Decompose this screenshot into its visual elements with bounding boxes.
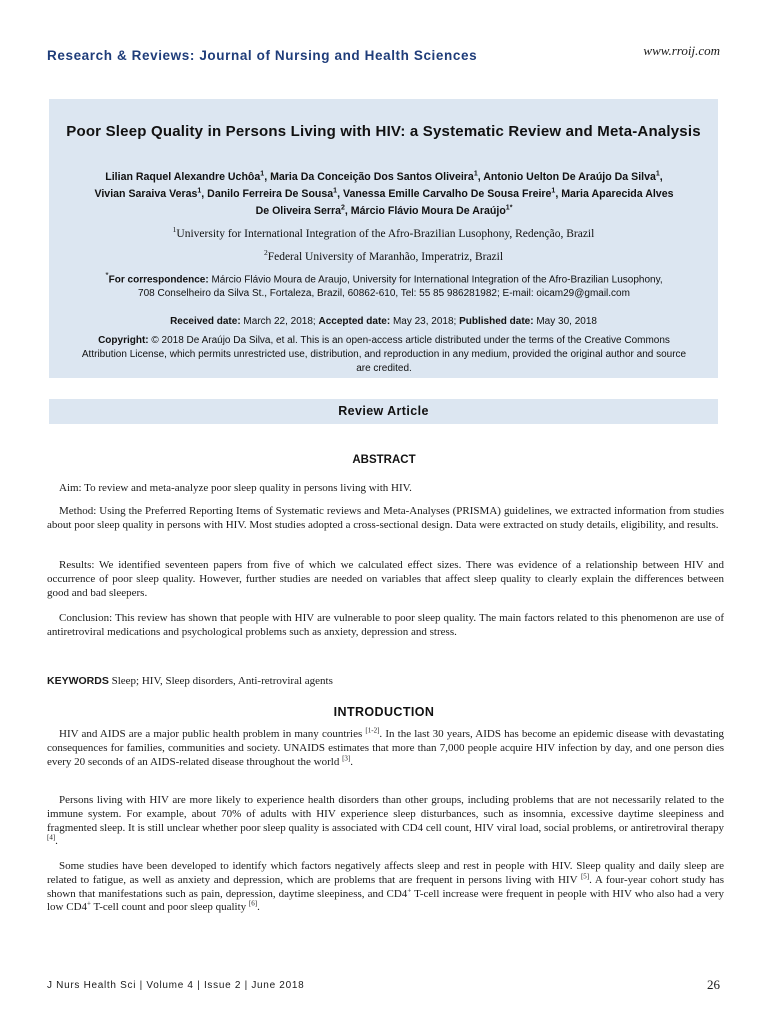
citation-ref[interactable]: [1-2] (365, 726, 380, 735)
affiliation-marker: 2 (263, 248, 268, 257)
paragraph-text: . (350, 755, 354, 768)
keywords-label: KEYWORDS (47, 675, 109, 687)
author-affiliation-marker: 1 (473, 170, 478, 178)
paragraph-text: . A four-year cohort study has shown that manifestations such as pain, depression, daytime sleepiness, and CD4 (47, 873, 724, 900)
article-title: Poor Sleep Quality in Persons Living with HIV: a Systematic Review and Meta-Analysis (66, 123, 701, 140)
journal-name: Research & Reviews: Journal of Nursing and Health Sciences (47, 48, 478, 63)
author-name: Maria Aparecida Alves De Oliveira Serra (255, 188, 674, 217)
accepted-label: Accepted date: (318, 316, 391, 327)
page-number: 26 (707, 977, 720, 992)
abstract-heading: ABSTRACT (352, 454, 416, 466)
author-name: Danilo Ferreira De Sousa (207, 188, 334, 200)
article-dates (49, 316, 718, 327)
introduction-paragraph-1 (47, 728, 724, 769)
paragraph-text: HIV and AIDS are a major public health problem in many countries (59, 728, 366, 740)
author-affiliation-marker: 1 (655, 170, 660, 178)
author-affiliation-marker: 1 (551, 187, 556, 195)
journal-url[interactable]: www.rroij.com (643, 43, 720, 58)
citation-ref[interactable]: [3] (342, 753, 351, 762)
correspondence (99, 268, 669, 301)
received-label: Received date: (170, 316, 241, 327)
author-name: Lilian Raquel Alexandre Uchôa (105, 171, 261, 183)
paragraph-text: Persons living with HIV are more likely to experience health disorders than other groups, including problems that are not necessarily related to the immune system. For example, about 70% of adults with HIV experience sleep disturbances, such as insomnia, excessive daytime sleepiness and fragmented sleep. It is still unclear whether poor sleep quality is associated with CD4 cell count, HIV viral load, social problems, or antiretroviral therapy (47, 794, 724, 834)
paragraph-text: T-cell increase were frequent in people with HIV who also had a very low CD4 (47, 887, 724, 914)
abstract-aim: Aim: To review and meta-analyze poor sleep quality in persons living with HIV. (59, 482, 412, 494)
superscript-plus: + (407, 885, 412, 894)
author-name: Antonio Uelton De Araújo Da Silva (483, 171, 656, 183)
paragraph-text: . (257, 901, 260, 914)
introduction-paragraph-3 (47, 860, 724, 915)
citation-ref[interactable]: [6] (248, 899, 258, 908)
superscript-plus: + (87, 899, 91, 908)
paragraph-text: Some studies have been developed to identify which factors negatively affects sleep and rest in people with HIV. Sleep quality and daily sleep are related to fatigue, as well as anxiety and depression, which are problems that are frequent in persons living with HIV (47, 860, 724, 886)
affiliation-text: University for International Integration of the Afro-Brazilian Lusophony, Redenção, Brazil (176, 227, 595, 240)
citation-ref[interactable]: [5] (580, 872, 590, 881)
article-type-banner: Review Article (49, 399, 718, 424)
accepted-date: May 23, 2018; (390, 316, 460, 327)
affiliation-text: Federal University of Maranhão, Imperatriz, Brazil (267, 250, 504, 263)
received-date: March 22, 2018; (240, 316, 319, 327)
copyright-notice (79, 334, 689, 376)
affiliation-1 (49, 225, 718, 240)
author-name: Vanessa Emille Carvalho De Sousa Freire (342, 188, 552, 200)
author-name: Márcio Flávio Moura De Araújo (350, 205, 506, 217)
author-list: Lilian Raquel Alexandre Uchôa$^1$, Maria Da Conceição Dos Santos Oliveira$^1$, Antonio Uelton De Araújo Da Silva$^1$, Vivian Saraiva Veras$^1$, Danilo Ferreira De Sousa$^1$, Vanessa Emille Carvalho De Sousa Freire$^1$, Maria Aparecida Alves De Oliveira Serra$^2$, Márcio Flávio Moura De Araújo$^{1*}$ (94, 170, 674, 217)
abstract-conclusion: Conclusion: This review has shown that people with HIV are vulnerable to poor sleep quality. The main factors related to this phenomenon are use of antiretroviral medications and psychological problems such as anxiety, depression and stress. (47, 612, 724, 638)
correspondence-label: For correspondence: (108, 274, 209, 286)
introduction-paragraph-2 (47, 794, 724, 849)
correspondence-marker: * (105, 270, 109, 280)
author-affiliation-marker: 1 (260, 170, 265, 178)
paragraph-text: . (55, 835, 58, 848)
abstract-method: Method: Using the Preferred Reporting Items of Systematic reviews and Meta-Analyses (PRISMA) guidelines, we extracted information from studies about poor sleep quality in persons with HIV. Most studies adopted a cross-sectional design. Data were extracted on study details, eligibility, and results. (47, 505, 724, 531)
correspondence-text: Márcio Flávio Moura de Araujo, University for International Integration of the Afro-Brazilian Lusophony, 708 Conselheiro da Silva St., Fortaleza, Brazil, 60862-610, Tel: 55 85 986281982; E-mail: oicam29@gmail.com (138, 274, 663, 300)
footer-citation: J Nurs Health Sci | Volume 4 | Issue 2 | June 2018 (47, 980, 305, 991)
abstract-results: Results: We identified seventeen papers from five of which we calculated effect sizes. There was evidence of a relationship between HIV and occurrence of poor sleep quality. However, further studies are needed on variables that affect sleep quality to clearly explain the differences between good and bad sleepers. (47, 559, 724, 599)
author-name: Vivian Saraiva Veras (94, 188, 198, 200)
keywords-text: Sleep; HIV, Sleep disorders, Anti-retroviral agents (108, 675, 333, 687)
published-date: May 30, 2018 (533, 316, 597, 327)
published-label: Published date: (459, 316, 534, 327)
introduction-heading: INTRODUCTION (333, 705, 435, 719)
author-affiliation-marker: 1 (197, 187, 202, 195)
title-block (49, 99, 718, 378)
citation-ref[interactable]: [4] (47, 833, 56, 842)
copyright-label: Copyright: (98, 335, 149, 346)
affiliation-2 (49, 248, 718, 263)
author-affiliation-marker: 1 (333, 187, 338, 195)
author-name: Maria Da Conceição Dos Santos Oliveira (270, 171, 474, 183)
paragraph-text: T-cell count and poor sleep quality (90, 901, 249, 914)
affiliation-marker: 1 (172, 225, 177, 234)
author-affiliation-marker: 2 (340, 204, 345, 212)
keywords (47, 675, 724, 687)
paragraph-text: . In the last 30 years, AIDS has become an epidemic disease with devastating consequences for families, communities and society. UNAIDS estimates that more than 7,000 people acquire HIV infection by day, and one person dies every 20 seconds of an AIDS-related disease throughout the world (47, 728, 724, 768)
author-affiliation-marker: 1* (505, 204, 513, 212)
copyright-text: © 2018 De Araújo Da Silva, et al. This is an open-access article distributed under the terms of the Creative Commons Attribution License, which permits unrestricted use, distribution, and reproduction in any medium, provided the original author and source are credited. (81, 335, 687, 374)
